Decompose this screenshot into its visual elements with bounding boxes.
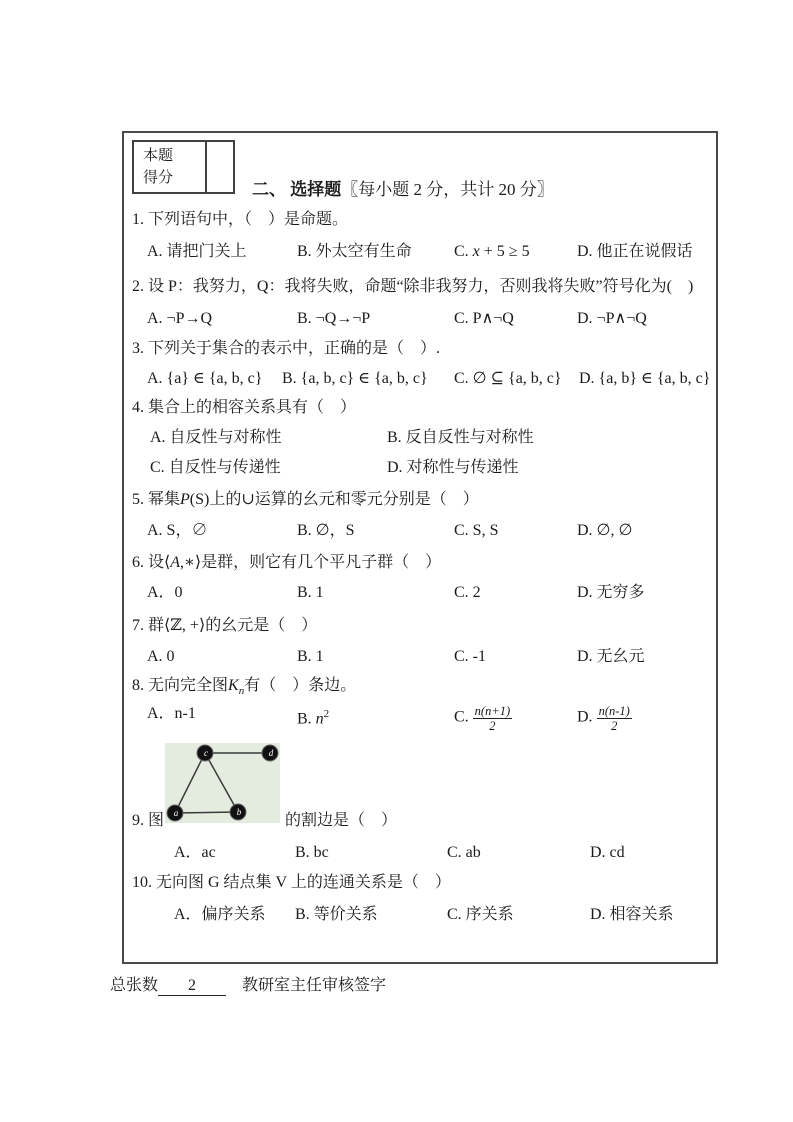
option-1c-var: x	[472, 243, 480, 260]
option-4d: D. 对称性与传递性	[387, 459, 519, 476]
question-6-text	[132, 553, 441, 573]
score-box-label-line2: 得分	[143, 170, 174, 186]
option-3c: C. ∅ ⊆ {a, b, c}	[454, 370, 562, 387]
option-9a: A．ac	[174, 844, 216, 861]
question-8-var: K	[228, 677, 239, 694]
sheet-count-value: 2	[158, 977, 226, 996]
section-header	[252, 175, 554, 200]
question-9-text-post: 的割边是（ ）	[285, 812, 398, 829]
score-box-value-cell	[207, 142, 233, 192]
option-2c: C. P∧¬Q	[454, 310, 514, 327]
question-5-powerset-symbol: P	[180, 491, 190, 508]
option-6b: B. 1	[297, 584, 324, 601]
graph-edge-cb	[205, 753, 238, 812]
section-title: 二、 选择题	[252, 180, 342, 199]
option-5c: C. S, S	[454, 522, 499, 539]
section-note: 〖每小题 2 分，共计 20 分〗	[341, 180, 554, 199]
option-8d-fraction	[597, 704, 632, 734]
fraction-denominator: 2	[489, 719, 496, 734]
reviewer-signature-label: 教研室主任审核签字	[242, 977, 387, 994]
option-3a: A. {a} ∈ {a, b, c}	[147, 370, 263, 387]
score-box-label-line1: 本题	[143, 148, 174, 164]
option-7d: D. 无幺元	[577, 648, 645, 665]
option-1c	[454, 242, 577, 262]
question-6-options	[132, 583, 714, 603]
option-2a: A. ¬P→Q	[147, 310, 213, 327]
option-8b-pre: B.	[297, 710, 316, 728]
question-8-subscript: n	[238, 685, 245, 698]
option-10b: B. 等价关系	[295, 906, 378, 923]
question-9-text-pre: 9. 图	[132, 812, 165, 829]
option-3b: B. {a, b, c} ∈ {a, b, c}	[282, 370, 428, 387]
question-5-text	[132, 490, 479, 510]
option-10d: D. 相容关系	[590, 906, 674, 923]
option-10c: C. 序关系	[447, 906, 514, 923]
option-6d: D. 无穷多	[577, 584, 645, 601]
graph-node-c-label: c	[204, 748, 208, 758]
question-5-pre: 5. 幂集	[132, 491, 181, 508]
option-7c: C. -1	[454, 648, 486, 665]
option-5d: D. ∅, ∅	[577, 522, 633, 539]
option-1c-post: + 5 ≥ 5	[479, 243, 530, 260]
question-3-options	[132, 369, 714, 389]
question-8-pre: 8. 无向完全图	[132, 677, 229, 694]
option-8d-pre: D.	[577, 708, 597, 726]
fraction-numerator: n(n-1)	[598, 704, 630, 718]
option-9c: C. ab	[447, 844, 481, 861]
option-1d: D. 他正在说假话	[577, 243, 693, 260]
fraction-numerator: n(n+1)	[474, 704, 511, 718]
option-8b-exp: 2	[323, 708, 330, 720]
question-2-options	[132, 309, 714, 329]
option-1b: B. 外太空有生命	[297, 243, 412, 260]
question-10-text: 10. 无向图 G 结点集 V 上的连通关系是（ ）	[132, 874, 451, 891]
score-box	[132, 140, 235, 194]
question-7-options	[132, 647, 714, 667]
question-8-options	[132, 704, 714, 734]
option-10a: A．偏序关系	[174, 906, 266, 923]
question-9-graph-image	[165, 743, 280, 823]
option-4c: C. 自反性与传递性	[150, 459, 281, 476]
option-4a: A. 自反性与对称性	[150, 429, 282, 446]
option-9b: B. bc	[295, 844, 329, 861]
option-5b: B. ∅，S	[297, 522, 355, 539]
graph-edge-ab	[175, 812, 238, 813]
option-7b: B. 1	[297, 648, 324, 665]
option-8c	[454, 704, 577, 734]
option-8c-fraction	[473, 704, 513, 734]
question-5-post: (S)上的∪运算的幺元和零元分别是（ ）	[189, 491, 479, 508]
option-2d: D. ¬P∧¬Q	[577, 310, 647, 327]
graph-node-d-label: d	[268, 748, 274, 758]
option-2b: B. ¬Q→¬P	[297, 310, 371, 327]
question-6-pre: 6. 设⟨	[132, 554, 171, 571]
question-3-text: 3. 下列关于集合的表示中，正确的是（ ）.	[132, 340, 441, 357]
graph-node-b-label: b	[236, 807, 242, 817]
question-6-var: A	[170, 554, 181, 571]
fraction-denominator: 2	[611, 719, 618, 734]
option-8b-var: n	[315, 710, 324, 728]
option-7a: A. 0	[147, 648, 175, 665]
page-footer	[110, 976, 386, 996]
question-4-options-row2	[132, 458, 714, 478]
question-9-options	[132, 843, 714, 863]
option-9d: D. cd	[590, 844, 625, 861]
option-8c-pre: C.	[454, 708, 473, 726]
exam-content-box	[122, 131, 718, 964]
sheet-count-label: 总张数	[110, 977, 159, 994]
graph-edge-ca	[175, 753, 205, 813]
graph-svg	[165, 743, 280, 823]
question-5-options	[132, 521, 714, 541]
graph-node-a-label: a	[173, 808, 179, 818]
question-2-text: 2. 设 P：我努力，Q：我将失败，命题“除非我努力，否则我将失败”符号化为( )	[132, 278, 694, 295]
question-4-text: 4. 集合上的相容关系具有（ ）	[132, 399, 357, 416]
question-4-options-row1	[132, 428, 714, 448]
question-6-post: ,∗⟩是群，则它有几个平凡子群（ ）	[180, 554, 442, 571]
option-8a: A．n-1	[147, 705, 196, 722]
option-6c: C. 2	[454, 584, 481, 601]
question-8-text	[132, 676, 356, 701]
question-8-post: 有（ ）条边。	[244, 677, 357, 694]
option-1c-pre: C.	[454, 243, 473, 260]
question-1-options	[132, 242, 714, 262]
option-3d: D. {a, b} ∈ {a, b, c}	[579, 370, 711, 387]
score-box-label	[134, 142, 207, 192]
question-1-text: 1. 下列语句中，（ ）是命题。	[132, 211, 349, 228]
option-4b: B. 反自反性与对称性	[387, 429, 534, 446]
option-1a: A. 请把门关上	[147, 243, 247, 260]
option-8d	[577, 704, 714, 734]
option-8b	[297, 704, 454, 734]
option-6a: A．0	[147, 584, 183, 601]
question-10-options	[132, 905, 714, 925]
question-7-text: 7. 群⟨ℤ, +⟩的幺元是（ ）	[132, 617, 318, 634]
option-5a: A. S，∅	[147, 522, 208, 539]
